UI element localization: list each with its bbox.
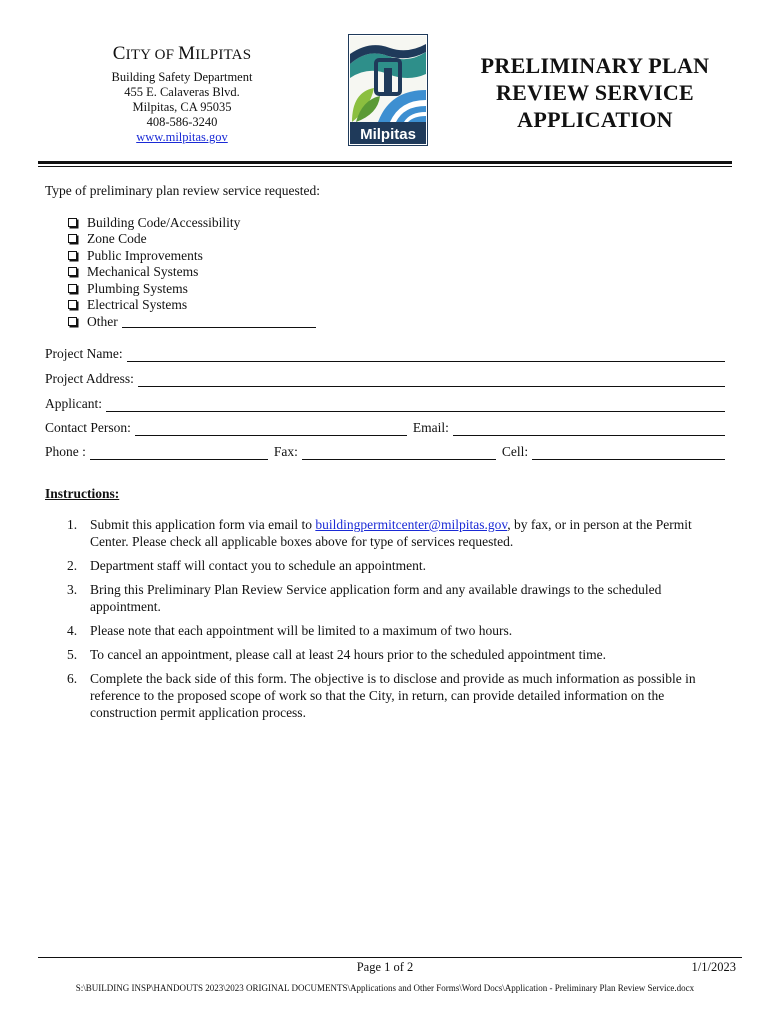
milpitas-logo: [348, 34, 428, 146]
instruction-item: 1. Submit this application form via email to buildingpermitcenter@milpitas.gov, by fax, or in person at the Permit Center. Please check all applicable boxes above for type of services requested.: [67, 517, 692, 549]
header-divider-thick: [38, 161, 732, 164]
title-line2: REVIEW SERVICE: [495, 80, 695, 105]
checkbox[interactable]: [68, 300, 77, 309]
applicant-field[interactable]: [106, 398, 725, 412]
cell-field[interactable]: [532, 446, 725, 460]
service-checklist: [68, 214, 316, 330]
instruction-item: 4. Please note that each appointment will be limited to a maximum of two hours.: [67, 623, 513, 638]
phone-field[interactable]: [90, 446, 268, 460]
file-path: S:\BUILDING INSP\HANDOUTS 2023\2023 ORIGINAL DOCUMENTS\Applications and Other Forms\Word Docs\Application - Preliminary Plan Review Service.docx: [75, 983, 695, 993]
contact-person-field[interactable]: [135, 422, 407, 436]
logo-wordmark: Milpitas: [360, 126, 416, 143]
phone-fax-cell-row: [45, 443, 725, 460]
fax-field[interactable]: [302, 446, 496, 460]
service-option-building-code[interactable]: Building Code/Accessibility: [68, 214, 316, 231]
other-specify-line[interactable]: [122, 315, 316, 328]
project-name-field[interactable]: [127, 348, 725, 362]
department-name: Building Safety Department: [111, 70, 253, 84]
instruction-item: 5. To cancel an appointment, please call at least 24 hours prior to the scheduled appointment time.: [67, 647, 607, 662]
service-option-other[interactable]: Other: [68, 313, 316, 330]
instruction-item: 3. Bring this Preliminary Plan Review Service application form and any available drawings to the scheduled appointment.: [67, 582, 662, 614]
project-address-field[interactable]: [138, 373, 725, 387]
address-line1: 455 E. Calaveras Blvd.: [124, 85, 240, 99]
website-link[interactable]: www.milpitas.gov: [136, 130, 228, 144]
service-option-public-improvements[interactable]: Public Improvements: [68, 247, 316, 264]
fax-label: Fax:: [273, 444, 298, 459]
email-label: Email:: [412, 420, 449, 435]
page-number: Page 1 of 2: [356, 960, 414, 974]
email-link[interactable]: buildingpermitcenter@milpitas.gov: [315, 517, 508, 532]
project-address-row: [45, 370, 725, 387]
cell-label: Cell:: [501, 444, 529, 459]
service-option-plumbing[interactable]: Plumbing Systems: [68, 280, 316, 297]
department-block: [82, 44, 282, 145]
project-address-label: Project Address:: [45, 371, 134, 386]
applicant-label: Applicant:: [45, 396, 102, 411]
service-option-electrical[interactable]: Electrical Systems: [68, 297, 316, 314]
title-line1: PRELIMINARY PLAN: [480, 53, 710, 78]
phone-label: Phone :: [45, 444, 86, 459]
instructions-list: [45, 516, 725, 728]
project-name-label: Project Name:: [45, 346, 123, 361]
applicant-row: [45, 395, 725, 412]
service-option-zone-code[interactable]: Zone Code: [68, 231, 316, 248]
header-divider-thin: [38, 166, 732, 167]
contact-email-row: [45, 419, 725, 436]
checkbox[interactable]: [68, 317, 77, 326]
city-name: CITY OF MILPITAS: [112, 43, 252, 64]
instruction-item: 2. Department staff will contact you to schedule an appointment.: [67, 558, 427, 573]
checkbox[interactable]: [68, 284, 77, 293]
checkbox[interactable]: [68, 234, 77, 243]
title-line3: APPLICATION: [517, 107, 673, 132]
checkbox[interactable]: [68, 218, 77, 227]
project-name-row: [45, 345, 725, 362]
address-line2: Milpitas, CA 95035: [132, 100, 232, 114]
checkbox[interactable]: [68, 251, 77, 260]
contact-person-label: Contact Person:: [45, 420, 131, 435]
document-title: [470, 52, 720, 133]
instructions-heading: Instructions:: [45, 486, 120, 501]
instruction-item: 6. Complete the back side of this form. The objective is to disclose and provide as much information as possible in reference to the proposed scope of work so that the City, in return, can provide detailed information on the construction permit application process.: [67, 671, 696, 720]
service-type-prompt: Type of preliminary plan review service requested:: [45, 183, 320, 198]
revision-date: 1/1/2023: [691, 960, 736, 974]
department-phone: 408-586-3240: [146, 115, 218, 129]
email-field[interactable]: [453, 422, 725, 436]
checkbox[interactable]: [68, 267, 77, 276]
service-option-mechanical[interactable]: Mechanical Systems: [68, 264, 316, 281]
footer-divider: [38, 957, 742, 958]
